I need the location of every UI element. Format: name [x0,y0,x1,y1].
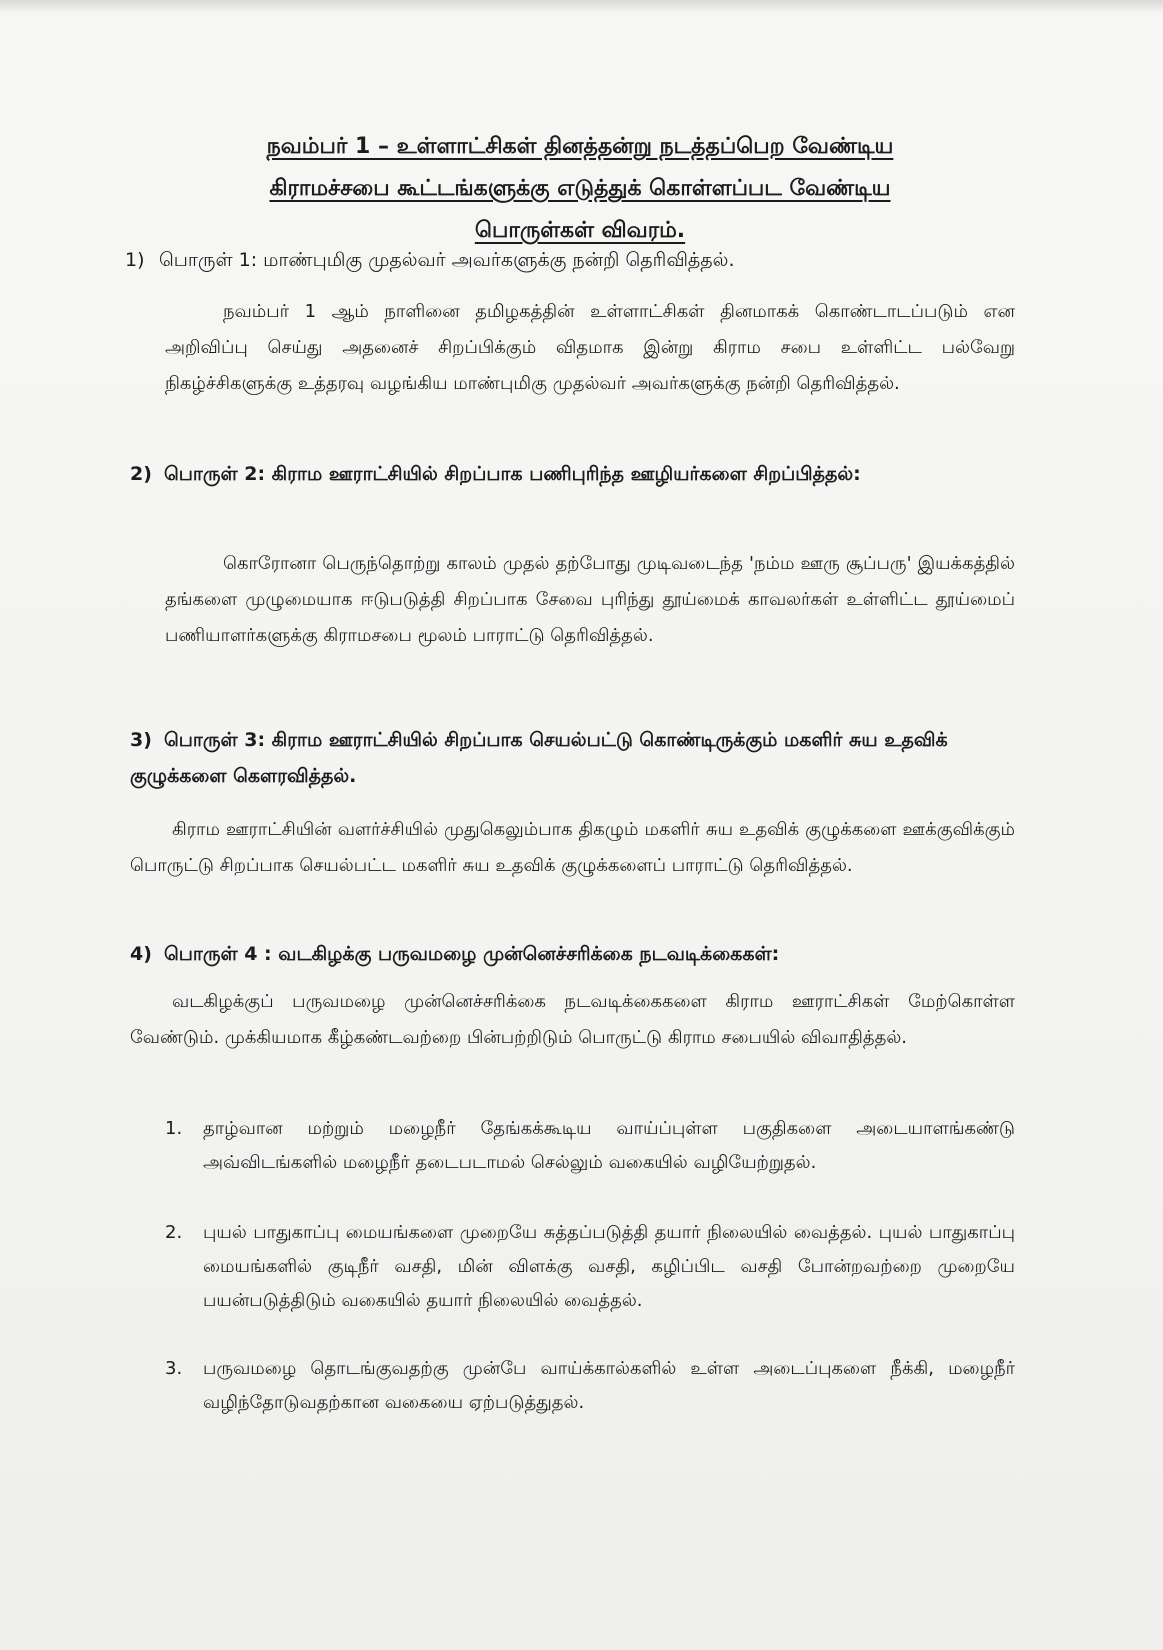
item-4-heading-text: பொருள் 4 : வடகிழக்கு பருவமழை முன்னெச்சரிக்கை நடவடிக்கைகள்: [164,943,780,965]
item-3-heading-text: பொருள் 3: கிராம ஊராட்சியில் சிறப்பாக செயல்பட்டு கொண்டிருக்கும் மகளிர் சுய உதவிக் குழுக்களை கௌரவித்தல். [130,729,948,787]
list-item-number: 2. [165,1222,183,1243]
item-3-heading [130,722,1015,794]
list-item [165,1216,1015,1318]
title-line-3: பொருள்கள் விவரம். [474,218,686,243]
item-1-number: 1) [125,249,145,271]
page-edge-shadow [0,0,1163,14]
item-3-number: 3) [130,729,152,751]
list-item-text: தாழ்வான மற்றும் மழைநீர் தேங்கக்கூடிய வாய்ப்புள்ள பகுதிகளை அடையாளங்கண்டு அவ்விடங்களில் மழைநீர் தடைபடாமல் செல்லும் வகையில் வழியேற்றுதல். [203,1118,1015,1173]
list-item-text: புயல் பாதுகாப்பு மையங்களை முறையே சுத்தப்படுத்தி தயார் நிலையில் வைத்தல். புயல் பாதுகாப்பு மையங்களில் குடிநீர் வசதி, மின் விளக்கு வசதி, கழிப்பிட வசதி போன்றவற்றை முறையே பயன்படுத்திடும் வகையில் தயார் நிலையில் வைத்தல். [203,1222,1015,1311]
title-line-2: கிராமச்சபை கூட்டங்களுக்கு எடுத்துக் கொள்ளப்பட வேண்டிய [269,176,891,201]
item-4-number: 4) [130,943,152,965]
list-item-number: 1. [165,1118,183,1139]
item-2-heading-text: பொருள் 2: கிராம ஊராட்சியில் சிறப்பாக பணிபுரிந்த ஊழியர்களை சிறப்பித்தல்: [164,463,861,485]
item-1-heading-text: பொருள் 1: மாண்புமிகு முதல்வர் அவர்களுக்கு நன்றி தெரிவித்தல். [159,249,735,271]
list-item [165,1112,1015,1180]
item-1-body: நவம்பர் 1 ஆம் நாளினை தமிழகத்தின் உள்ளாட்சிகள் தினமாகக் கொண்டாடப்படும் என அறிவிப்பு செய்து அதனைச் சிறப்பிக்கும் விதமாக இன்று கிராம சபை உள்ளிட்ட பல்வேறு நிகழ்ச்சிகளுக்கு உத்தரவு வழங்கிய மாண்புமிகு முதல்வர் அவர்களுக்கு நன்றி தெரிவித்தல். [165,301,1015,394]
item-4-body: வடகிழக்குப் பருவமழை முன்னெச்சரிக்கை நடவடிக்கைகளை கிராம ஊராட்சிகள் மேற்கொள்ள வேண்டும். முக்கியமாக கீழ்கண்டவற்றை பின்பற்றிடும் பொருட்டு கிராம சபையில் விவாதித்தல். [130,991,1015,1048]
item-1-heading [125,242,1025,278]
list-item [165,1352,1015,1420]
item-2-number: 2) [130,463,152,485]
list-item-text: பருவமழை தொடங்குவதற்கு முன்பே வாய்க்கால்களில் உள்ள அடைப்புகளை நீக்கி, மழைநீர் வழிந்தோடுவதற்கான வகையை ஏற்படுத்துதல். [203,1358,1015,1413]
page-title [140,126,1020,252]
item-3-body: கிராம ஊராட்சியின் வளர்ச்சியில் முதுகெலும்பாக திகழும் மகளிர் சுய உதவிக் குழுக்களை ஊக்குவிக்கும் பொருட்டு சிறப்பாக செயல்பட்ட மகளிர் சுய உதவிக் குழுக்களைப் பாராட்டு தெரிவித்தல். [130,819,1015,876]
title-line-1: நவம்பர் 1 – உள்ளாட்சிகள் தினத்தன்று நடத்தப்பெற வேண்டிய [266,134,894,159]
item-2-heading [130,456,1015,492]
item-2-body: கொரோனா பெருந்தொற்று காலம் முதல் தற்போது முடிவடைந்த 'நம்ம ஊரு சூப்பரு' இயக்கத்தில் தங்களை முழுமையாக ஈடுபடுத்தி சிறப்பாக சேவை புரிந்து தூய்மைக் காவலர்கள் உள்ளிட்ட தூய்மைப் பணியாளர்களுக்கு கிராமசபை மூலம் பாராட்டு தெரிவித்தல். [165,553,1015,646]
item-4-heading [130,936,1015,972]
list-item-number: 3. [165,1358,183,1379]
